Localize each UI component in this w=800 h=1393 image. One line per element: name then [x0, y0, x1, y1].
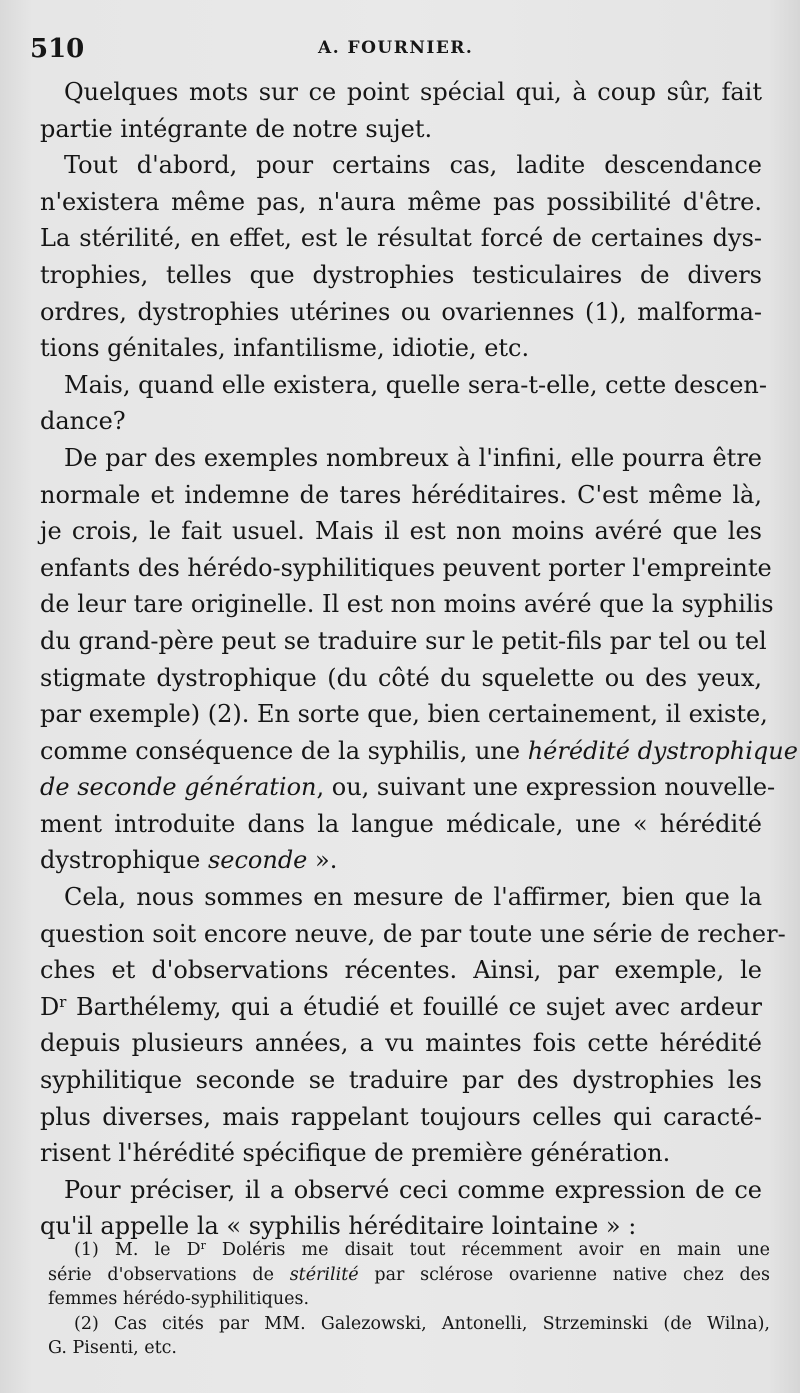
text-line: qu'il appelle la « syphilis héréditaire lointaine » :	[40, 1212, 637, 1241]
text-line: normale et indemne de tares héréditaires. C'est même là,	[40, 480, 762, 509]
text-line: De par des exemples nombreux à l'infini, elle pourra être	[64, 443, 762, 472]
superscript: r	[59, 992, 67, 1011]
footnote-line: femmes hérédo-syphilitiques.	[48, 1289, 310, 1309]
italic-phrase: stérilité	[289, 1264, 359, 1285]
text-segment: Barthélemy, qui a étudié et fouillé ce sujet avec ardeur	[66, 992, 762, 1021]
text-line: Tout d'abord, pour certains cas, ladite descendance	[64, 151, 762, 180]
text-segment: (1) M. le D	[74, 1240, 201, 1260]
text-line: Cela, nous sommes en mesure de l'affirmer, bien que la	[64, 883, 762, 912]
text-line: Pour préciser, il a observé ceci comme expression de ce	[64, 1175, 762, 1204]
text-line: La stérilité, en effet, est le résultat forcé de certaines dys-	[40, 224, 762, 253]
text-line	[40, 769, 776, 806]
footnote-line	[48, 1238, 770, 1263]
page-number: 510	[30, 34, 85, 64]
text-line	[40, 989, 762, 1026]
text-line: tions génitales, infantilisme, idiotie, etc.	[40, 334, 530, 363]
text-line: Quelques mots sur ce point spécial qui, à coup sûr, fait	[64, 78, 762, 106]
text-line: du grand-père peut se traduire sur le petit-fils par tel ou tel	[40, 626, 767, 655]
text-segment: , ou, suivant une expression nouvelle-	[316, 773, 776, 802]
text-line: ordres, dystrophies utérines ou ovariennes (1), malforma-	[40, 297, 762, 326]
body-text	[40, 74, 798, 1245]
text-segment: série d'observations de	[48, 1264, 290, 1285]
text-line: stigmate dystrophique (du côté du squelette ou des yeux,	[40, 663, 762, 692]
text-segment: comme conséquence de la syphilis, une	[40, 736, 528, 765]
text-segment: par sclérose ovarienne native chez des	[358, 1264, 770, 1285]
running-head: A. FOURNIER.	[318, 38, 474, 58]
text-line	[40, 842, 762, 879]
text-line: syphilitique seconde se traduire par des dystrophies les	[40, 1066, 762, 1095]
text-line: trophies, telles que dystrophies testiculaires de divers	[40, 260, 762, 289]
text-line: n'existera même pas, n'aura même pas possibilité d'être.	[40, 187, 762, 216]
text-line: plus diverses, mais rappelant toujours celles qui caracté-	[40, 1102, 762, 1131]
text-segment: Doléris me disait tout récemment avoir en main une	[205, 1240, 770, 1260]
footnote-line	[48, 1263, 770, 1288]
text-line: question soit encore neuve, de par toute une série de recher-	[40, 919, 786, 948]
text-segment: ».	[307, 846, 338, 875]
text-line	[40, 733, 798, 770]
italic-phrase: hérédité dystrophique	[527, 736, 798, 765]
text-segment: dystrophique	[40, 846, 208, 875]
text-line: par exemple) (2). En sorte que, bien certainement, il existe,	[40, 700, 768, 729]
text-line: partie intégrante de notre sujet.	[40, 114, 433, 143]
page-header	[30, 34, 770, 74]
footnote-line: (2) Cas cités par MM. Galezowski, Antonelli, Strzeminski (de Wilna),	[74, 1313, 770, 1334]
text-segment: D	[40, 992, 60, 1021]
text-line: risent l'hérédité spécifique de première génération.	[40, 1139, 671, 1168]
italic-phrase: de seconde génération	[40, 773, 317, 802]
text-line: ment introduite dans la langue médicale, une « hérédité	[40, 809, 762, 838]
footnotes	[48, 1238, 770, 1361]
footnote-line: G. Pisenti, etc.	[48, 1338, 177, 1358]
superscript: r	[200, 1239, 206, 1253]
text-line: dance?	[40, 407, 126, 436]
text-line: Mais, quand elle existera, quelle sera-t-elle, cette descen-	[64, 370, 767, 399]
text-line: ches et d'observations récentes. Ainsi, par exemple, le	[40, 956, 762, 985]
text-line: enfants des hérédo-syphilitiques peuvent porter l'empreinte	[40, 553, 772, 582]
text-line: de leur tare originelle. Il est non moins avéré que la syphilis	[40, 590, 774, 619]
text-line: depuis plusieurs années, a vu maintes fois cette hérédité	[40, 1029, 762, 1058]
italic-phrase: seconde	[207, 846, 308, 875]
text-line: je crois, le fait usuel. Mais il est non moins avéré que les	[40, 517, 762, 546]
